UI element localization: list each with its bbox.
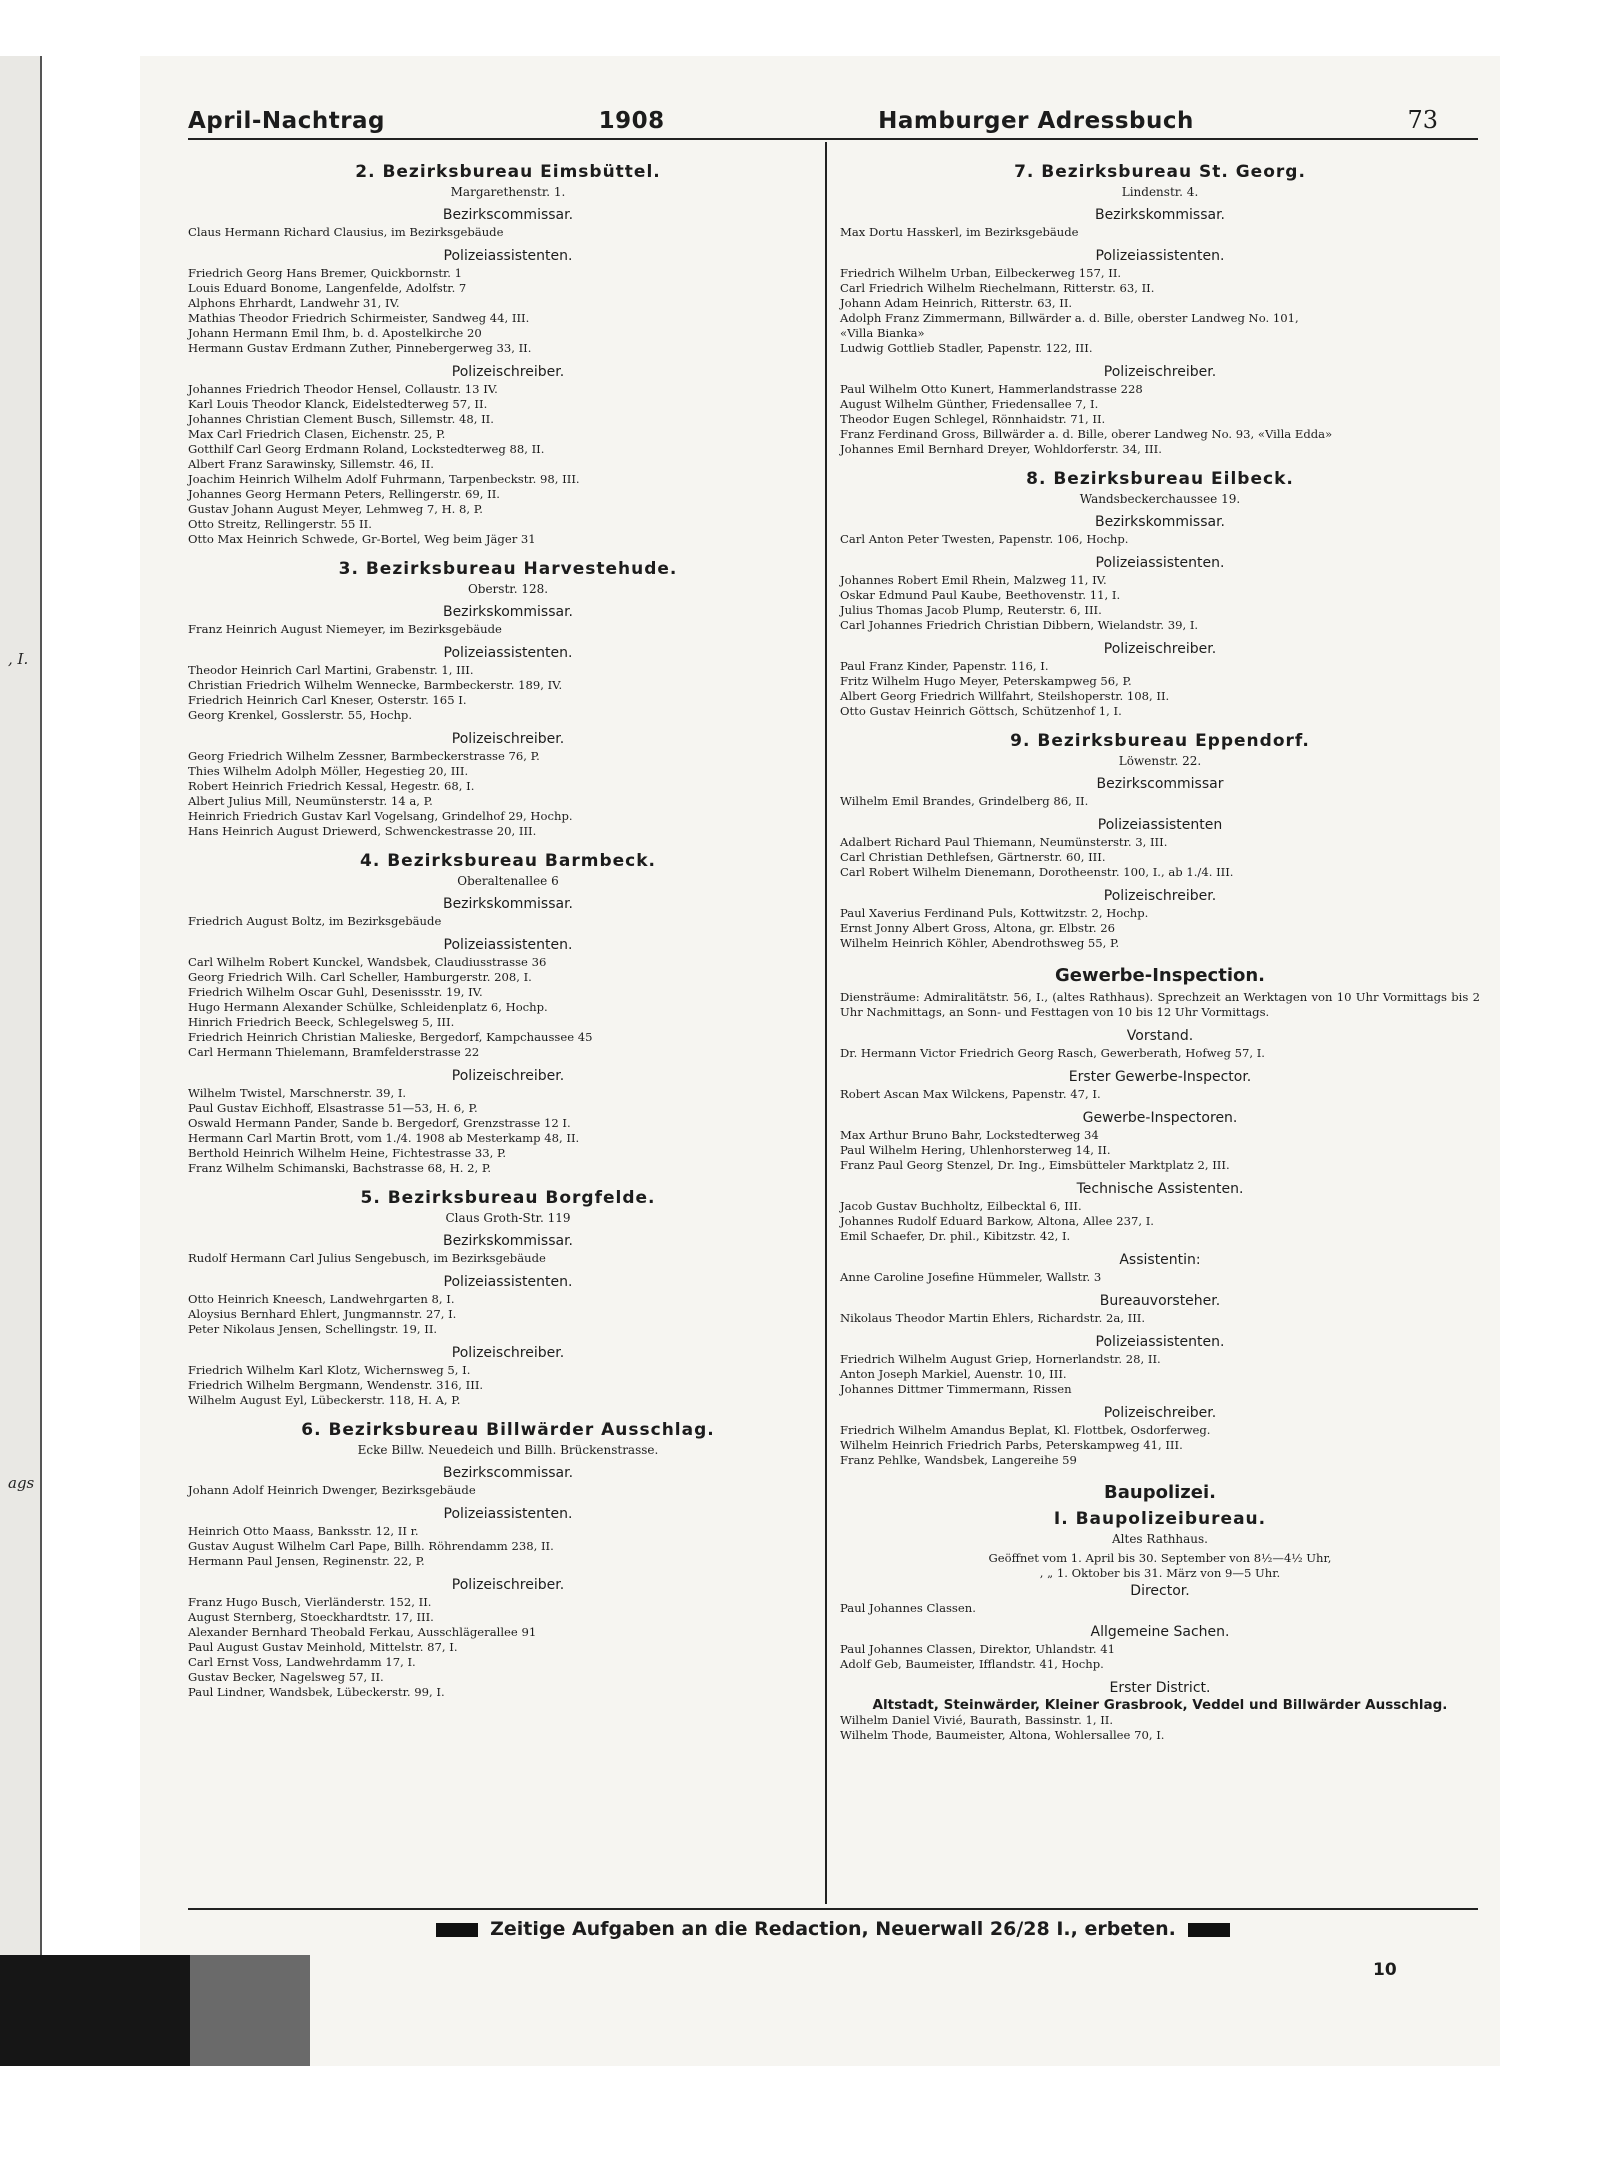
entry-line: Claus Hermann Richard Clausius, im Bezirksgebäude xyxy=(188,225,504,239)
role-heading: Polizeischreiber. xyxy=(1103,364,1217,380)
bureau-title: 4. Bezirksbureau Barmbeck. xyxy=(360,851,656,871)
role-heading: Director. xyxy=(1130,1583,1190,1599)
footer-notice xyxy=(188,1918,1478,1940)
baupolizei-section xyxy=(840,1482,1480,1743)
entry-line: Wilhelm Daniel Vivié, Baurath, Bassinstr. 1, II. xyxy=(840,1713,1114,1727)
entry-line: Hermann Paul Jensen, Reginenstr. 22, P. xyxy=(188,1554,425,1568)
entry-line: Wilhelm Heinrich Köhler, Abendrothsweg 55, P. xyxy=(840,936,1120,950)
role-heading: Bureauvorsteher. xyxy=(1099,1293,1221,1309)
page-header xyxy=(188,96,1478,140)
left-column xyxy=(188,150,828,1700)
entry-line: Johannes Dittmer Timmermann, Rissen xyxy=(840,1382,1072,1396)
role-heading: Gewerbe-Inspectoren. xyxy=(1082,1110,1238,1126)
entry-line: Friedrich Wilhelm Bergmann, Wendenstr. 316, III. xyxy=(188,1378,484,1392)
baupolizei-hours-1: Geöffnet vom 1. April bis 30. September von 8½—4½ Uhr, xyxy=(988,1551,1332,1565)
entry-line: Max Carl Friedrich Clasen, Eichenstr. 25, P. xyxy=(188,427,446,441)
entry-line: Otto Max Heinrich Schwede, Gr-Bortel, Weg beim Jäger 31 xyxy=(188,532,536,546)
entry-line: August Sternberg, Stoeckhardtstr. 17, III. xyxy=(188,1610,434,1624)
entry-line: Otto Heinrich Kneesch, Landwehrgarten 8, I. xyxy=(188,1292,455,1306)
bureau-title: 7. Bezirksbureau St. Georg. xyxy=(1014,162,1306,182)
bureau-address: Wandsbeckerchaussee 19. xyxy=(1079,492,1241,506)
entry-line: Paul Johannes Classen. xyxy=(840,1601,976,1615)
bureau-section xyxy=(188,559,828,839)
entry-line: Paul Lindner, Wandsbek, Lübeckerstr. 99, I. xyxy=(188,1685,445,1699)
bureau-address: Löwenstr. 22. xyxy=(1118,754,1202,768)
bureau-title: 8. Bezirksbureau Eilbeck. xyxy=(1026,469,1294,489)
entry-line: Johannes Christian Clement Busch, Sillemstr. 48, II. xyxy=(188,412,494,426)
entry-line: Carl Ernst Voss, Landwehrdamm 17, I. xyxy=(188,1655,416,1669)
entry-line: Alexander Bernhard Theobald Ferkau, Ausschlägerallee 91 xyxy=(188,1625,537,1639)
entry-line: Franz Ferdinand Gross, Billwärder a. d. Bille, oberer Landweg No. 93, «Villa Edda» xyxy=(840,427,1333,441)
bureau-section xyxy=(188,162,828,547)
entry-line: Johannes Robert Emil Rhein, Malzweg 11, IV. xyxy=(840,573,1107,587)
entry-line: Georg Krenkel, Gosslerstr. 55, Hochp. xyxy=(188,708,413,722)
pointing-hand-icon xyxy=(436,1923,478,1937)
role-heading: Bezirkscommissar. xyxy=(442,1465,574,1481)
baupolizei-hours-2: , „ 1. Oktober bis 31. März von 9—5 Uhr. xyxy=(1039,1566,1281,1580)
entry-line: Robert Ascan Max Wilckens, Papenstr. 47, I. xyxy=(840,1087,1101,1101)
signature-mark: 10 xyxy=(1373,1960,1397,1980)
entry-line: Nikolaus Theodor Martin Ehlers, Richardstr. 2a, III. xyxy=(840,1311,1146,1325)
margin-fragment: , I. xyxy=(8,650,29,668)
entry-line: Johannes Emil Bernhard Dreyer, Wohldorferstr. 34, III. xyxy=(840,442,1162,456)
role-heading: Erster District. xyxy=(1109,1680,1211,1696)
entry-line: Paul Franz Kinder, Papenstr. 116, I. xyxy=(840,659,1049,673)
bureau-section xyxy=(188,851,828,1176)
role-heading: Polizeischreiber. xyxy=(451,1577,565,1593)
bureau-section xyxy=(840,162,1480,457)
entry-line: Friedrich Wilhelm Amandus Beplat, Kl. Flottbek, Osdorferweg. xyxy=(840,1423,1211,1437)
entry-line: Heinrich Otto Maass, Banksstr. 12, II r. xyxy=(188,1524,419,1538)
gewerbe-intro: Diensträume: Admiralitätstr. 56, I., (altes Rathhaus). Sprechzeit an Werktagen von 10 Uhr Vormittags bis 2 Uhr Nachmittags, an Sonn- und Festtagen von 10 bis 12 Uhr Vormittags. xyxy=(840,990,1480,1019)
entry-line: Berthold Heinrich Wilhelm Heine, Fichtestrasse 33, P. xyxy=(188,1146,507,1160)
entry-line: Wilhelm August Eyl, Lübeckerstr. 118, H. A, P. xyxy=(188,1393,461,1407)
role-heading: Vorstand. xyxy=(1126,1028,1194,1044)
scan-shadow xyxy=(0,1955,190,2066)
gewerbe-title: Gewerbe-Inspection. xyxy=(1054,965,1266,986)
role-heading: Polizeiassistenten. xyxy=(1095,1334,1225,1350)
entry-line: Gustav August Wilhelm Carl Pape, Billh. Röhrendamm 238, II. xyxy=(188,1539,554,1553)
bureau-section xyxy=(840,731,1480,951)
entry-line: Adalbert Richard Paul Thiemann, Neumünsterstr. 3, III. xyxy=(840,835,1168,849)
entry-line: Otto Streitz, Rellingerstr. 55 II. xyxy=(188,517,372,531)
entry-line: Friedrich Wilhelm Urban, Eilbeckerweg 157, II. xyxy=(840,266,1122,280)
footer-notice-text: Zeitige Aufgaben an die Redaction, Neuerwall 26/28 I., erbeten. xyxy=(490,1918,1176,1940)
bureau-address: Margarethenstr. 1. xyxy=(450,185,566,199)
entry-line: Theodor Eugen Schlegel, Rönnhaidstr. 71, II. xyxy=(840,412,1106,426)
entry-line: Ludwig Gottlieb Stadler, Papenstr. 122, III. xyxy=(840,341,1093,355)
role-heading: Polizeiassistenten. xyxy=(1095,248,1225,264)
entry-line: Franz Paul Georg Stenzel, Dr. Ing., Eimsbütteler Marktplatz 2, III. xyxy=(840,1158,1230,1172)
role-heading: Polizeischreiber. xyxy=(451,1068,565,1084)
entry-line: Max Dortu Hasskerl, im Bezirksgebäude xyxy=(840,225,1079,239)
entry-line: Wilhelm Emil Brandes, Grindelberg 86, II. xyxy=(840,794,1089,808)
bureau-title: 6. Bezirksbureau Billwärder Ausschlag. xyxy=(301,1420,715,1440)
entry-line: Carl Friedrich Wilhelm Riechelmann, Ritterstr. 63, II. xyxy=(840,281,1155,295)
bureau-address: Oberaltenallee 6 xyxy=(457,874,559,888)
entry-line: Franz Pehlke, Wandsbek, Langereihe 59 xyxy=(840,1453,1077,1467)
entry-line: Johann Adam Heinrich, Ritterstr. 63, II. xyxy=(840,296,1073,310)
role-heading: Bezirkscommissar xyxy=(1096,776,1224,792)
entry-line: Georg Friedrich Wilh. Carl Scheller, Hamburgerstr. 208, I. xyxy=(188,970,532,984)
role-heading: Polizeischreiber. xyxy=(1103,1405,1217,1421)
entry-line: Johannes Rudolf Eduard Barkow, Altona, Allee 237, I. xyxy=(840,1214,1154,1228)
baupolizei-address: Altes Rathhaus. xyxy=(1112,1532,1208,1546)
bureau-address: Oberstr. 128. xyxy=(467,582,549,596)
role-heading: Bezirkskommissar. xyxy=(442,604,574,620)
entry-line: Louis Eduard Bonome, Langenfelde, Adolfstr. 7 xyxy=(188,281,467,295)
entry-line: Heinrich Friedrich Gustav Karl Vogelsang, Grindelhof 29, Hochp. xyxy=(188,809,573,823)
entry-line: Max Arthur Bruno Bahr, Lockstedterweg 34 xyxy=(840,1128,1099,1142)
entry-line: Carl Robert Wilhelm Dienemann, Dorotheenstr. 100, I., ab 1./4. III. xyxy=(840,865,1234,879)
bureau-address: Ecke Billw. Neuedeich und Billh. Brückenstrasse. xyxy=(357,1443,659,1457)
role-heading: Polizeischreiber. xyxy=(451,1345,565,1361)
role-heading: Bezirkskommissar. xyxy=(1094,514,1226,530)
entry-line: Dr. Hermann Victor Friedrich Georg Rasch, Gewerberath, Hofweg 57, I. xyxy=(840,1046,1265,1060)
entry-line: Albert Julius Mill, Neumünsterstr. 14 a, P. xyxy=(188,794,433,808)
role-heading: Polizeiassistenten. xyxy=(1095,555,1225,571)
entry-line: Hugo Hermann Alexander Schülke, Schleidenplatz 6, Hochp. xyxy=(188,1000,548,1014)
bureau-title: 2. Bezirksbureau Eimsbüttel. xyxy=(355,162,661,182)
entry-line: August Wilhelm Günther, Friedensallee 7, I. xyxy=(840,397,1099,411)
role-heading: Erster Gewerbe-Inspector. xyxy=(1068,1069,1252,1085)
entry-line: Franz Hugo Busch, Vierländerstr. 152, II. xyxy=(188,1595,432,1609)
entry-line: Paul Wilhelm Otto Kunert, Hammerlandstrasse 228 xyxy=(840,382,1143,396)
entry-line: Karl Louis Theodor Klanck, Eidelstedterweg 57, II. xyxy=(188,397,488,411)
entry-line: Joachim Heinrich Wilhelm Adolf Fuhrmann, Tarpenbeckstr. 98, III. xyxy=(188,472,580,486)
bureau-section xyxy=(188,1188,828,1408)
role-heading: Bezirkskommissar. xyxy=(442,1233,574,1249)
entry-line: Johannes Georg Hermann Peters, Rellingerstr. 69, II. xyxy=(188,487,500,501)
entry-line: Friedrich Wilhelm Karl Klotz, Wichernsweg 5, I. xyxy=(188,1363,471,1377)
bureau-title: 9. Bezirksbureau Eppendorf. xyxy=(1010,731,1310,751)
pointing-hand-icon xyxy=(1188,1923,1230,1937)
bureau-section xyxy=(188,1420,828,1700)
role-heading: Bezirkskommissar. xyxy=(442,896,574,912)
entry-line: Adolf Geb, Baumeister, Ifflandstr. 41, Hochp. xyxy=(840,1657,1104,1671)
bureau-title: 5. Bezirksbureau Borgfelde. xyxy=(360,1188,656,1208)
entry-line: Oskar Edmund Paul Kaube, Beethovenstr. 11, I. xyxy=(840,588,1121,602)
header-left: April-Nachtrag xyxy=(188,108,386,134)
footer-rule xyxy=(188,1908,1478,1910)
entry-line: Johannes Friedrich Theodor Hensel, Collaustr. 13 IV. xyxy=(188,382,498,396)
entry-line: Mathias Theodor Friedrich Schirmeister, Sandweg 44, III. xyxy=(188,311,530,325)
entry-line: Carl Christian Dethlefsen, Gärtnerstr. 60, III. xyxy=(840,850,1106,864)
baupolizei-title: Baupolizei. xyxy=(1104,1482,1216,1503)
entry-line: Paul Gustav Eichhoff, Elsastrasse 51—53, H. 6, P. xyxy=(188,1101,478,1115)
margin-fragment: ags xyxy=(8,1474,35,1492)
entry-line: Thies Wilhelm Adolph Möller, Hegestieg 20, III. xyxy=(188,764,469,778)
page-number: 73 xyxy=(1407,106,1438,134)
entry-line: Albert Franz Sarawinsky, Sillemstr. 46, II. xyxy=(188,457,434,471)
bureau-address: Lindenstr. 4. xyxy=(1121,185,1199,199)
entry-line: Paul Xaverius Ferdinand Puls, Kottwitzstr. 2, Hochp. xyxy=(840,906,1149,920)
role-heading: Allgemeine Sachen. xyxy=(1090,1624,1230,1640)
entry-line: Wilhelm Twistel, Marschnerstr. 39, I. xyxy=(188,1086,407,1100)
role-heading: Assistentin: xyxy=(1119,1252,1201,1268)
facing-page-edge xyxy=(0,56,42,2066)
bureau-address: Claus Groth-Str. 119 xyxy=(445,1211,571,1225)
role-heading: Bezirkscommissar. xyxy=(442,207,574,223)
entry-line: Wilhelm Heinrich Friedrich Parbs, Peterskampweg 41, III. xyxy=(840,1438,1183,1452)
role-heading: Polizeiassistenten xyxy=(1097,817,1223,833)
scan-shadow-gray xyxy=(190,1955,310,2066)
entry-line: Peter Nikolaus Jensen, Schellingstr. 19, II. xyxy=(188,1322,438,1336)
baupolizei-subtitle: I. Baupolizeibureau. xyxy=(1053,1509,1267,1529)
entry-line: Johann Adolf Heinrich Dwenger, Bezirksgebäude xyxy=(188,1483,476,1497)
entry-line: Robert Heinrich Friedrich Kessal, Hegestr. 68, I. xyxy=(188,779,475,793)
right-column xyxy=(840,150,1480,1743)
role-heading: Polizeischreiber. xyxy=(1103,641,1217,657)
entry-line: Oswald Hermann Pander, Sande b. Bergedorf, Grenzstrasse 12 I. xyxy=(188,1116,571,1130)
entry-line: Jacob Gustav Buchholtz, Eilbecktal 6, III. xyxy=(840,1199,1082,1213)
entry-line: Hermann Gustav Erdmann Zuther, Pinnebergerweg 33, II. xyxy=(188,341,532,355)
entry-line: Friedrich Heinrich Christian Malieske, Bergedorf, Kampchaussee 45 xyxy=(188,1030,593,1044)
role-heading: Polizeiassistenten. xyxy=(443,1506,573,1522)
bureau-title: 3. Bezirksbureau Harvestehude. xyxy=(338,559,678,579)
entry-line: Paul Johannes Classen, Direktor, Uhlandstr. 41 xyxy=(840,1642,1116,1656)
entry-line: Christian Friedrich Wilhelm Wennecke, Barmbeckerstr. 189, IV. xyxy=(188,678,563,692)
entry-line: Friedrich Wilhelm August Griep, Hornerlandstr. 28, II. xyxy=(840,1352,1161,1366)
entry-line: Alphons Ehrhardt, Landwehr 31, IV. xyxy=(188,296,400,310)
entry-line: Fritz Wilhelm Hugo Meyer, Peterskampweg 56, P. xyxy=(840,674,1132,688)
role-heading: Polizeischreiber. xyxy=(451,731,565,747)
role-heading: Bezirkskommissar. xyxy=(1094,207,1226,223)
bureau-section xyxy=(840,469,1480,719)
entry-line: Carl Johannes Friedrich Christian Dibbern, Wielandstr. 39, I. xyxy=(840,618,1199,632)
entry-line: Theodor Heinrich Carl Martini, Grabenstr. 1, III. xyxy=(188,663,474,677)
role-heading: Polizeischreiber. xyxy=(451,364,565,380)
entry-line: Hans Heinrich August Driewerd, Schwenckestrasse 20, III. xyxy=(188,824,537,838)
entry-line: Franz Wilhelm Schimanski, Bachstrasse 68, H. 2, P. xyxy=(188,1161,492,1175)
right-bureaus xyxy=(840,162,1480,951)
role-heading: Polizeiassistenten. xyxy=(443,937,573,953)
entry-line: Friedrich Heinrich Carl Kneser, Osterstr. 165 I. xyxy=(188,693,467,707)
entry-line: Friedrich August Boltz, im Bezirksgebäude xyxy=(188,914,442,928)
entry-line: Aloysius Bernhard Ehlert, Jungmannstr. 27, I. xyxy=(188,1307,457,1321)
entry-line: Rudolf Hermann Carl Julius Sengebusch, im Bezirksgebäude xyxy=(188,1251,546,1265)
role-heading: Polizeiassistenten. xyxy=(443,645,573,661)
entry-line: Georg Friedrich Wilhelm Zessner, Barmbeckerstrasse 76, P. xyxy=(188,749,540,763)
entry-line: Anne Caroline Josefine Hümmeler, Wallstr. 3 xyxy=(840,1270,1102,1284)
entry-line: Julius Thomas Jacob Plump, Reuterstr. 6, III. xyxy=(840,603,1102,617)
district-area: Altstadt, Steinwärder, Kleiner Grasbrook, Veddel und Billwärder Ausschlag. xyxy=(872,1697,1448,1713)
entry-line: Johann Hermann Emil Ihm, b. d. Apostelkirche 20 xyxy=(188,326,482,340)
entry-line: Albert Georg Friedrich Willfahrt, Steilshoperstr. 108, II. xyxy=(840,689,1170,703)
entry-line: Carl Wilhelm Robert Kunckel, Wandsbek, Claudiusstrasse 36 xyxy=(188,955,547,969)
entry-line: Friedrich Georg Hans Bremer, Quickbornstr. 1 xyxy=(188,266,462,280)
gewerbe-section xyxy=(840,965,1480,1468)
entry-line: Franz Heinrich August Niemeyer, im Bezirksgebäude xyxy=(188,622,502,636)
gewerbe-groups xyxy=(840,1028,1480,1468)
entry-line: «Villa Bianka» xyxy=(840,326,925,340)
header-year: 1908 xyxy=(598,108,665,134)
entry-line: Carl Hermann Thielemann, Bramfelderstrasse 22 xyxy=(188,1045,480,1059)
entry-line: Hermann Carl Martin Brott, vom 1./4. 1908 ab Mesterkamp 48, II. xyxy=(188,1131,580,1145)
role-heading: Technische Assistenten. xyxy=(1076,1181,1244,1197)
entry-line: Gustav Becker, Nagelsweg 57, II. xyxy=(188,1670,384,1684)
role-heading: Polizeischreiber. xyxy=(1103,888,1217,904)
role-heading: Polizeiassistenten. xyxy=(443,248,573,264)
entry-line: Adolph Franz Zimmermann, Billwärder a. d. Bille, oberster Landweg No. 101, xyxy=(840,311,1299,325)
entry-line: Carl Anton Peter Twesten, Papenstr. 106, Hochp. xyxy=(840,532,1129,546)
entry-line: Paul Wilhelm Hering, Uhlenhorsterweg 14, II. xyxy=(840,1143,1111,1157)
entry-line: Anton Joseph Markiel, Auenstr. 10, III. xyxy=(840,1367,1067,1381)
header-title: Hamburger Adressbuch xyxy=(878,108,1194,134)
entry-line: Paul August Gustav Meinhold, Mittelstr. 87, I. xyxy=(188,1640,458,1654)
entry-line: Wilhelm Thode, Baumeister, Altona, Wohlersallee 70, I. xyxy=(840,1728,1165,1742)
entry-line: Gotthilf Carl Georg Erdmann Roland, Lockstedterweg 88, II. xyxy=(188,442,545,456)
entry-line: Otto Gustav Heinrich Göttsch, Schützenhof 1, I. xyxy=(840,704,1122,718)
entry-line: Hinrich Friedrich Beeck, Schlegelsweg 5, III. xyxy=(188,1015,455,1029)
entry-line: Ernst Jonny Albert Gross, Altona, gr. Elbstr. 26 xyxy=(840,921,1115,935)
entry-line: Friedrich Wilhelm Oscar Guhl, Desenissstr. 19, IV. xyxy=(188,985,483,999)
role-heading: Polizeiassistenten. xyxy=(443,1274,573,1290)
entry-line: Gustav Johann August Meyer, Lehmweg 7, H. 8, P. xyxy=(188,502,483,516)
entry-line: Emil Schaefer, Dr. phil., Kibitzstr. 42, I. xyxy=(840,1229,1071,1243)
